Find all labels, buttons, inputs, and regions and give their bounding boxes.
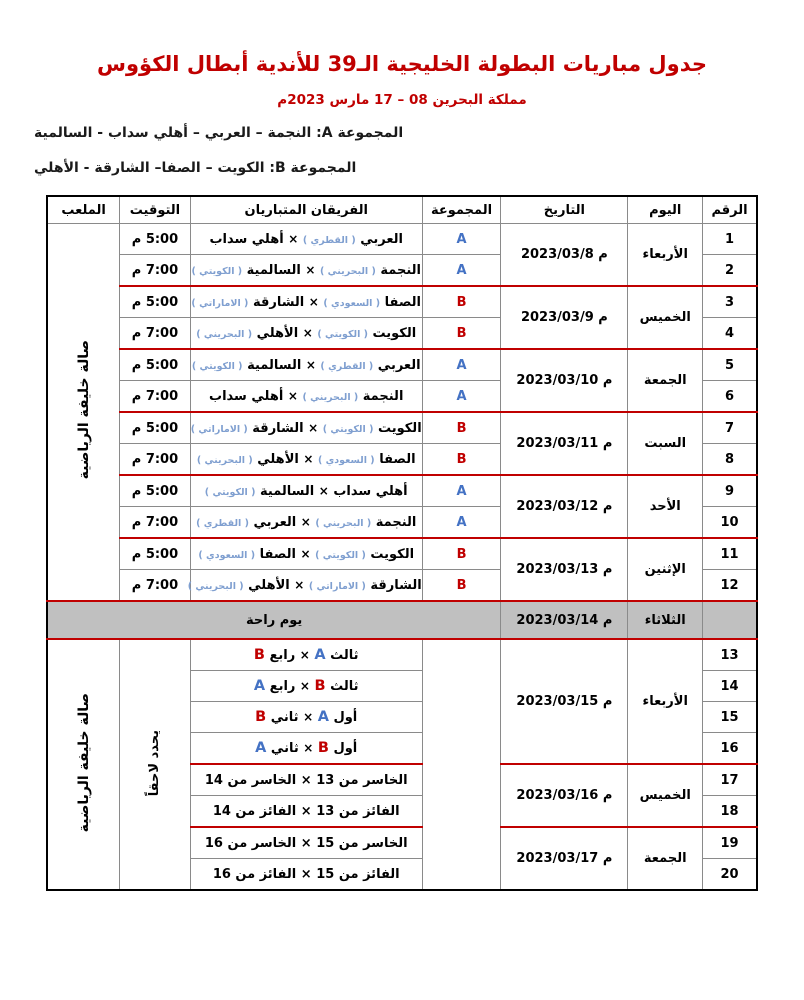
- cell-date: 2023/03/13 م: [501, 538, 628, 601]
- cell-time: 5:00 م: [120, 538, 191, 570]
- cell-group: [422, 639, 501, 890]
- col-header-time: التوقيت: [120, 196, 191, 224]
- table-row: [47, 538, 757, 570]
- team-two: السالمية: [247, 357, 302, 373]
- team-nationality: ( البحريني ): [196, 454, 253, 466]
- cell-teams: [190, 639, 422, 671]
- cell-group: A: [422, 507, 501, 539]
- team-nationality: ( الاماراتي ): [190, 423, 248, 435]
- group-letter-a: A: [317, 709, 329, 726]
- page-subtitle: مملكة البحرين 08 – 17 مارس 2023م: [277, 92, 527, 109]
- cell-venue: [47, 224, 120, 602]
- cell-match-number: 6: [703, 381, 757, 413]
- team-one: أهلي سداب: [333, 483, 408, 499]
- cell-time: 7:00 م: [120, 444, 191, 476]
- group-letter-b: B: [314, 678, 326, 695]
- team-nationality: ( البحريني ): [315, 517, 372, 529]
- cell-date: 2023/03/17 م: [501, 827, 628, 890]
- team-two: الشارقة: [252, 420, 304, 436]
- table-header: [47, 196, 757, 224]
- group-letter-b: B: [255, 709, 267, 726]
- cell-group: A: [422, 475, 501, 507]
- versus-symbol: ×: [308, 420, 319, 435]
- team-nationality: ( الكويتي ): [204, 486, 256, 498]
- cell-teams: [187, 570, 422, 602]
- ko-side-one: أول A: [317, 709, 358, 726]
- cell-match-number: 16: [703, 733, 757, 765]
- cell-date: 2023/03/16 م: [501, 764, 628, 827]
- cell-date: 2023/03/15 م: [501, 639, 628, 764]
- group-letter-b: B: [317, 740, 329, 757]
- title-block: [0, 0, 804, 108]
- groups-block: [0, 125, 804, 176]
- team-nationality: ( الكويتي ): [315, 549, 366, 561]
- cell-teams: [190, 349, 422, 381]
- versus-symbol: ×: [299, 648, 310, 663]
- team-one: الكويت: [370, 546, 415, 562]
- ko-side-two: ثاني B: [255, 709, 299, 726]
- cell-day: الإثنين: [628, 538, 703, 601]
- versus-symbol: ×: [305, 357, 316, 372]
- group-a-line: المجموعة A: النجمة – العربي – أهلي سداب - السالمية: [34, 125, 404, 142]
- knockout-text: الفائز من 15 × الفائز من 16: [212, 866, 400, 882]
- team-two: الشارقة: [252, 294, 305, 310]
- table-row: [47, 286, 757, 318]
- group-letter-a: A: [314, 647, 326, 664]
- cell-teams: [190, 702, 422, 733]
- cell-match-number: 14: [703, 671, 757, 702]
- team-two: السالمية: [260, 483, 315, 499]
- schedule-table-wrap: [46, 195, 758, 891]
- group-letter-b: B: [253, 647, 265, 664]
- cell-day: الأربعاء: [628, 639, 703, 764]
- ko-side-one: أول B: [317, 740, 358, 757]
- cell-date: 2023/03/11 م: [501, 412, 628, 475]
- cell-time: 7:00 م: [120, 318, 191, 350]
- team-nationality: ( القطري ): [320, 360, 374, 372]
- cell-time: 7:00 م: [120, 381, 191, 413]
- group-letter-a: A: [253, 678, 266, 695]
- cell-day: الخميس: [628, 286, 703, 349]
- time-label: يحدد لاحقاً: [147, 729, 163, 796]
- cell-group: B: [422, 286, 501, 318]
- cell-match-number: 8: [703, 444, 757, 476]
- cell-teams: [190, 224, 422, 255]
- cell-match-number: 7: [703, 412, 757, 444]
- cell-teams: [190, 475, 422, 507]
- team-one: النجمة: [375, 514, 417, 530]
- table-row: [47, 475, 757, 507]
- cell-time: 5:00 م: [120, 286, 191, 318]
- team-two: الأهلي: [256, 325, 299, 341]
- cell-teams: [190, 286, 422, 318]
- cell-match-number: 9: [703, 475, 757, 507]
- team-nationality: ( الاماراتي ): [191, 297, 249, 309]
- cell-day: السبت: [628, 412, 703, 475]
- versus-symbol: ×: [303, 710, 314, 725]
- team-two: العربي: [253, 514, 297, 530]
- cell-group: B: [422, 444, 501, 476]
- cell-time: [120, 639, 191, 890]
- cell-match-number: 4: [703, 318, 757, 350]
- team-two: الصفا: [259, 546, 297, 562]
- cell-group: A: [422, 381, 501, 413]
- team-one: الصفا: [384, 294, 422, 310]
- team-two: أهلي سداب: [209, 388, 284, 404]
- versus-symbol: ×: [299, 679, 310, 694]
- cell-day: الجمعة: [628, 349, 703, 412]
- team-one: العربي: [377, 357, 421, 373]
- team-nationality: ( الاماراتي ): [308, 580, 366, 592]
- cell-time: 5:00 م: [120, 475, 191, 507]
- team-two: السالمية: [246, 262, 301, 278]
- cell-time: 5:00 م: [120, 412, 191, 444]
- cell-day: الخميس: [628, 764, 703, 827]
- team-two: الأهلي: [257, 451, 299, 467]
- team-one: الكويت: [372, 325, 417, 341]
- cell-match-number: 3: [703, 286, 757, 318]
- ko-side-two: رابع A: [253, 678, 296, 695]
- team-nationality: ( الكويتي ): [191, 360, 243, 372]
- cell-day: الجمعة: [628, 827, 703, 890]
- table-row: [47, 224, 757, 255]
- cell-match-number: 11: [703, 538, 757, 570]
- cell-rest-label: يوم راحة: [47, 601, 501, 639]
- group-b-line: المجموعة B: الكويت – الصفا– الشارقة - الأهلي: [34, 160, 357, 177]
- cell-day: الأحد: [628, 475, 703, 538]
- cell-venue: [47, 639, 120, 890]
- cell-match-number: 15: [703, 702, 757, 733]
- versus-symbol: ×: [288, 231, 299, 246]
- page-title: جدول مباريات البطولة الخليجية الـ39 للأندية أبطال الكؤوس: [97, 52, 707, 76]
- team-nationality: ( البحريني ): [320, 265, 376, 277]
- versus-symbol: ×: [318, 483, 329, 498]
- cell-group: B: [422, 412, 501, 444]
- cell-group: A: [422, 255, 501, 287]
- col-header-num: الرقم: [703, 196, 757, 224]
- team-nationality: ( البحريني ): [302, 391, 359, 403]
- team-one: الشارقة: [370, 577, 422, 593]
- team-one: الصفا: [379, 451, 416, 467]
- cell-day: الثلاثاء: [628, 601, 703, 639]
- team-nationality: ( السعودي ): [317, 454, 375, 466]
- ko-side-two: ثاني A: [255, 740, 299, 757]
- table-row: [47, 639, 757, 671]
- versus-symbol: ×: [308, 294, 319, 309]
- knockout-text: الخاسر من 15 × الخاسر من 16: [204, 835, 408, 851]
- versus-symbol: ×: [287, 388, 298, 403]
- cell-match-number: 19: [703, 827, 757, 859]
- cell-teams: [190, 859, 422, 891]
- col-header-day: اليوم: [628, 196, 703, 224]
- cell-teams: [190, 538, 422, 570]
- table-row: [47, 349, 757, 381]
- team-nationality: ( الكويتي ): [322, 423, 374, 435]
- team-nationality: ( السعودي ): [323, 297, 381, 309]
- rest-day-row: [47, 601, 757, 639]
- versus-symbol: ×: [305, 262, 316, 277]
- cell-day: الأربعاء: [628, 224, 703, 287]
- cell-match-number: 18: [703, 796, 757, 828]
- cell-match-number: 5: [703, 349, 757, 381]
- cell-match-number: [703, 601, 757, 639]
- cell-group: A: [422, 349, 501, 381]
- knockout-text: الفائز من 13 × الفائز من 14: [212, 803, 400, 819]
- cell-date: 2023/03/9 م: [501, 286, 628, 349]
- col-header-teams: الفريقان المتباريان: [190, 196, 422, 224]
- cell-group: A: [422, 224, 501, 255]
- cell-teams: [190, 255, 422, 287]
- cell-match-number: 1: [703, 224, 757, 255]
- team-nationality: ( الكويتي ): [191, 265, 243, 277]
- ko-side-two: رابع B: [253, 647, 296, 664]
- cell-match-number: 13: [703, 639, 757, 671]
- cell-time: 7:00 م: [120, 570, 191, 602]
- versus-symbol: ×: [300, 514, 311, 529]
- cell-match-number: 12: [703, 570, 757, 602]
- venue-label: صالة خليفة الرياضية: [75, 692, 92, 833]
- cell-teams: [190, 764, 422, 796]
- versus-symbol: ×: [303, 451, 314, 466]
- team-one: العربي: [360, 231, 404, 247]
- cell-match-number: 2: [703, 255, 757, 287]
- cell-time: 7:00 م: [120, 255, 191, 287]
- ko-side-one: ثالث A: [314, 647, 359, 664]
- cell-teams: [190, 827, 422, 859]
- team-nationality: ( القطري ): [196, 517, 249, 529]
- cell-date: 2023/03/14 م: [501, 601, 628, 639]
- team-one: الكويت: [377, 420, 422, 436]
- team-two: الأهلي: [248, 577, 290, 593]
- col-header-group: المجموعة: [422, 196, 501, 224]
- cell-time: 5:00 م: [120, 349, 191, 381]
- cell-group: B: [422, 538, 501, 570]
- team-nationality: ( القطري ): [302, 234, 356, 246]
- cell-match-number: 10: [703, 507, 757, 539]
- team-nationality: ( البحريني ): [196, 328, 253, 340]
- table-row: [47, 412, 757, 444]
- col-header-date: التاريخ: [501, 196, 628, 224]
- team-one: النجمة: [380, 262, 421, 278]
- venue-label: صالة خليفة الرياضية: [75, 340, 92, 480]
- cell-teams: [190, 318, 422, 350]
- versus-symbol: ×: [300, 546, 311, 561]
- cell-date: 2023/03/8 م: [501, 224, 628, 287]
- team-nationality: ( البحريني ): [187, 580, 244, 592]
- knockout-text: الخاسر من 13 × الخاسر من 14: [204, 772, 408, 788]
- versus-symbol: ×: [294, 577, 305, 592]
- cell-match-number: 20: [703, 859, 757, 891]
- cell-date: 2023/03/10 م: [501, 349, 628, 412]
- versus-symbol: ×: [303, 741, 314, 756]
- team-one: النجمة: [362, 388, 404, 404]
- ko-side-one: ثالث B: [314, 678, 359, 695]
- group-letter-a: A: [255, 740, 267, 757]
- cell-teams: [190, 671, 422, 702]
- team-two: أهلي سداب: [209, 231, 284, 247]
- header-row: [47, 196, 757, 224]
- team-nationality: ( السعودي ): [198, 549, 256, 561]
- cell-teams: [190, 507, 422, 539]
- cell-match-number: 17: [703, 764, 757, 796]
- team-nationality: ( الكويتي ): [317, 328, 368, 340]
- versus-symbol: ×: [302, 325, 313, 340]
- cell-teams: [190, 412, 422, 444]
- cell-group: B: [422, 570, 501, 602]
- cell-time: 5:00 م: [120, 224, 191, 255]
- cell-teams: [190, 796, 422, 828]
- schedule-table: [46, 195, 758, 891]
- cell-teams: [190, 733, 422, 765]
- cell-teams: [190, 381, 422, 413]
- cell-date: 2023/03/12 م: [501, 475, 628, 538]
- table-body: [47, 224, 757, 891]
- col-header-venue: الملعب: [47, 196, 120, 224]
- cell-group: B: [422, 318, 501, 350]
- cell-time: 7:00 م: [120, 507, 191, 539]
- cell-teams: [190, 444, 422, 476]
